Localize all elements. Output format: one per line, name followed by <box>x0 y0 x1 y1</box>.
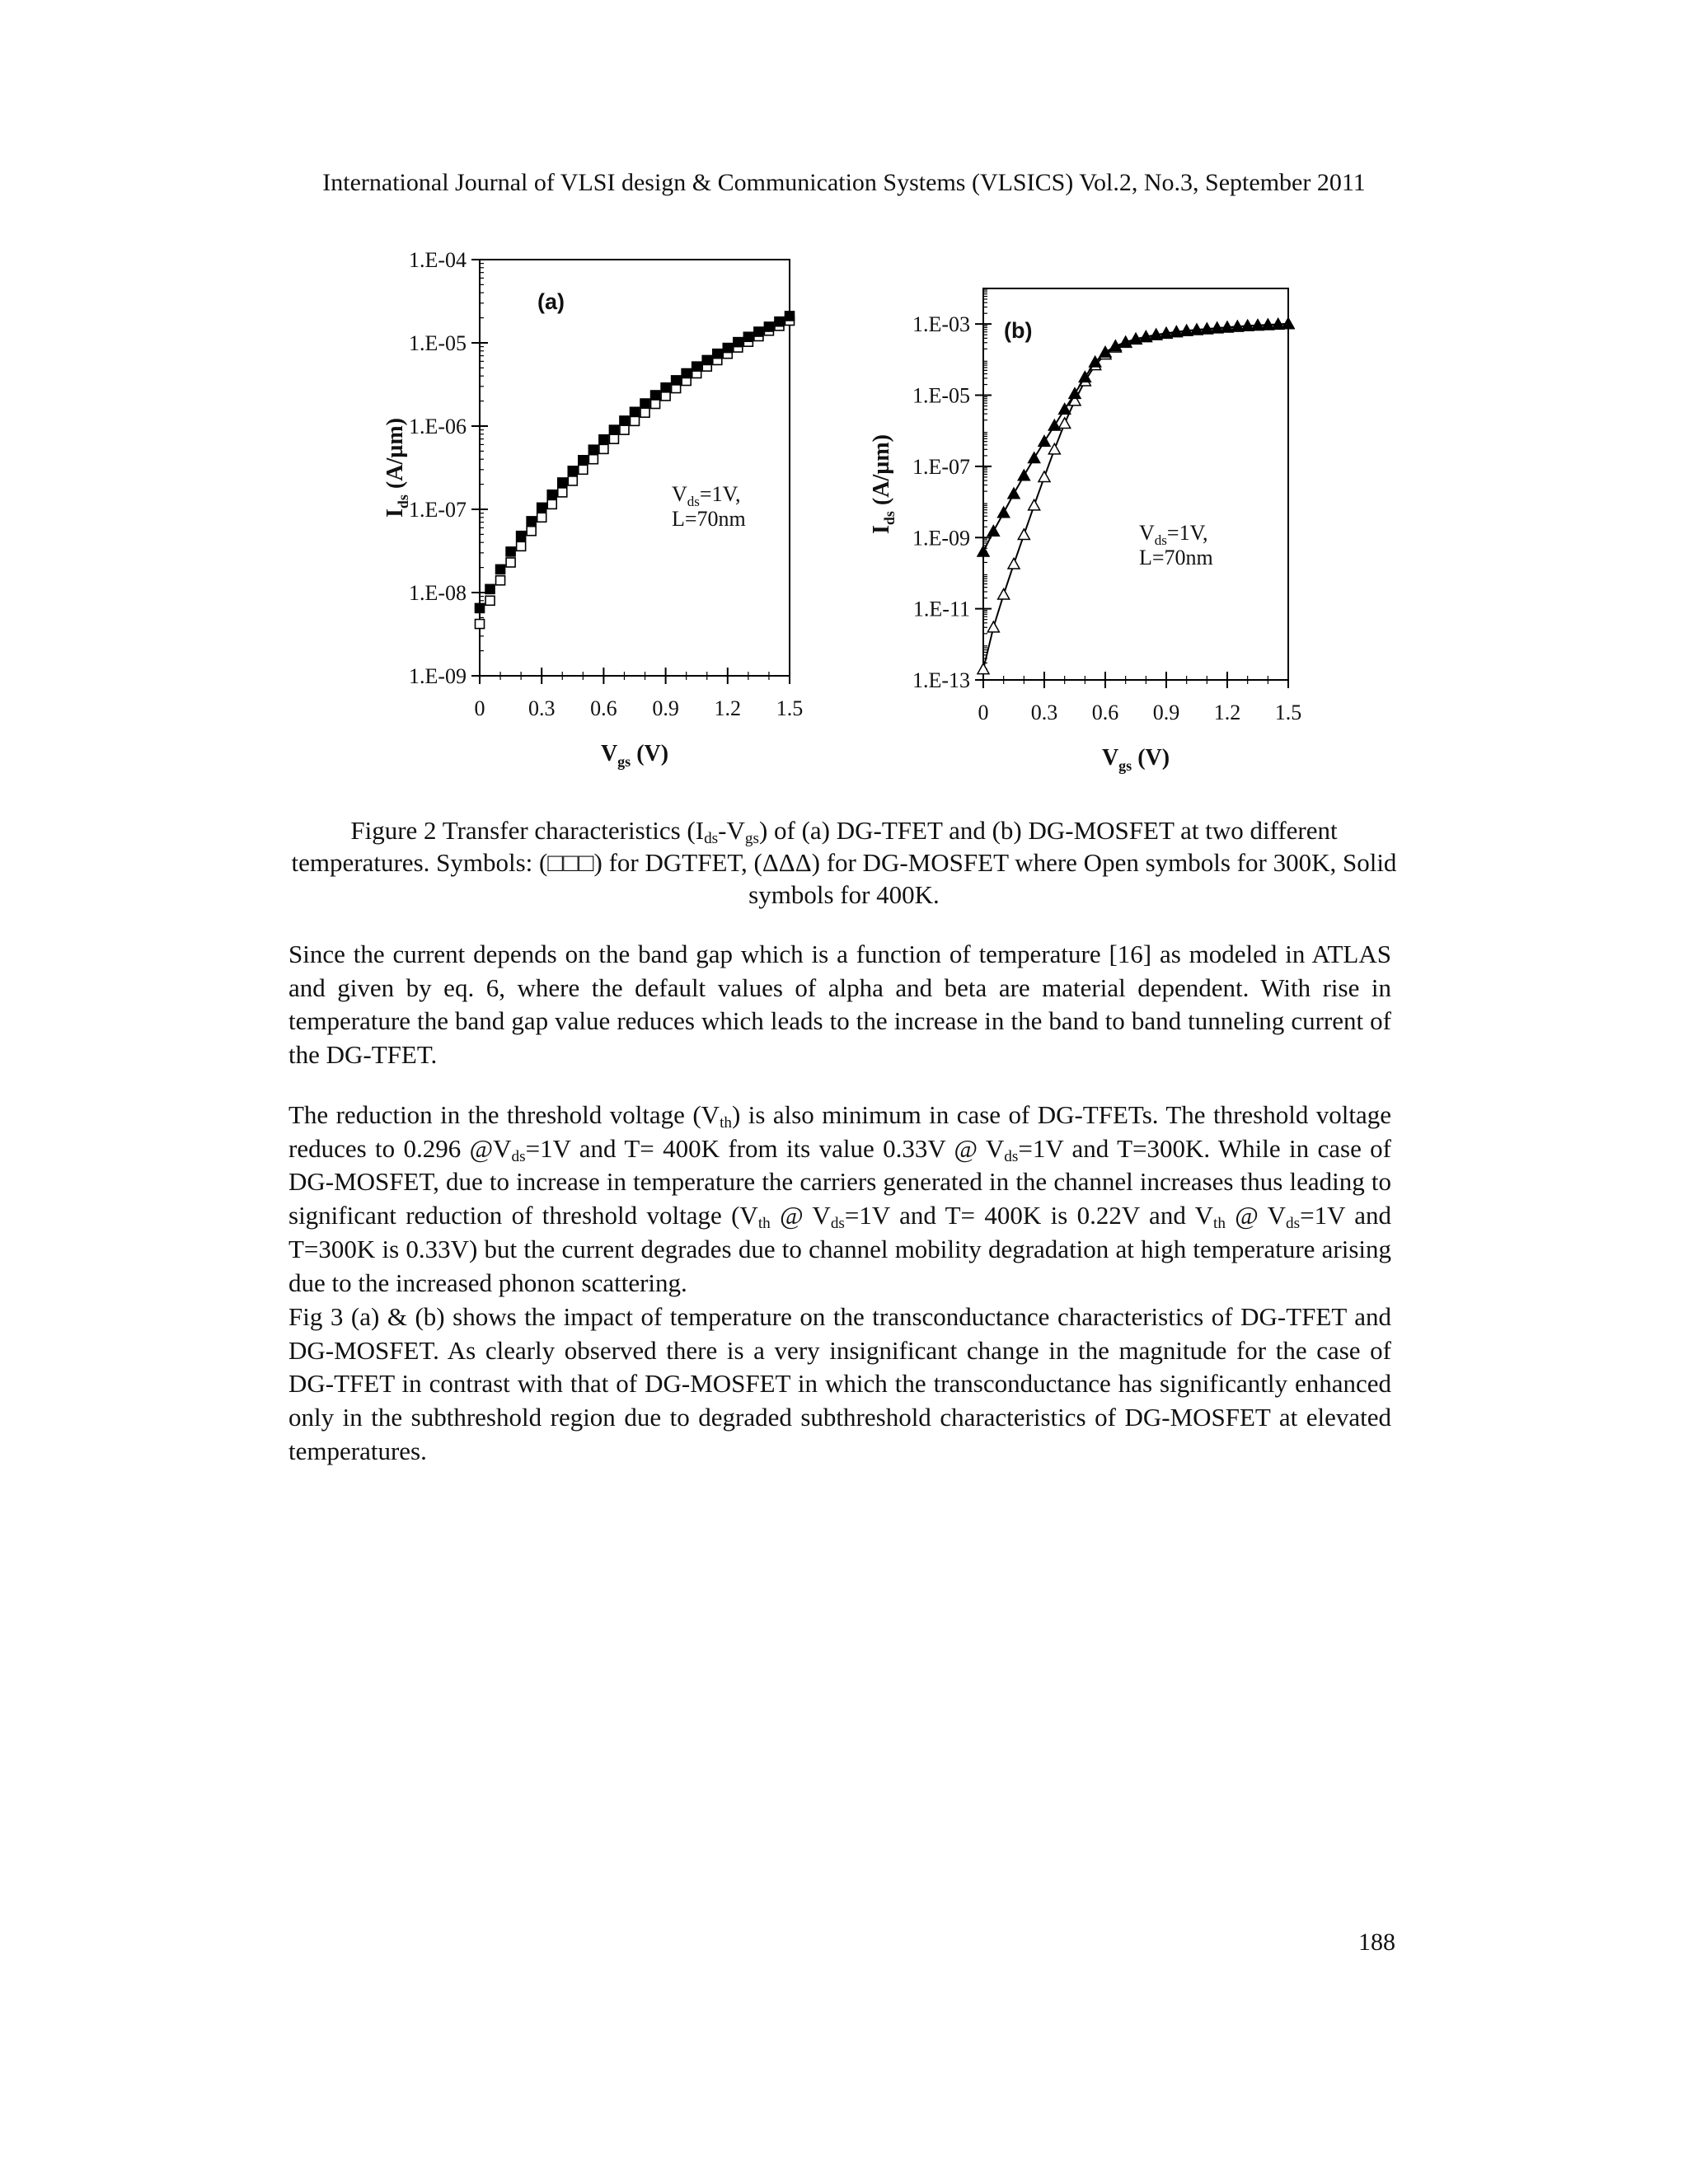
y-tick-label: 1.E-04 <box>408 248 467 272</box>
x-tick-label: 1.5 <box>776 696 804 720</box>
figure-2-charts <box>0 239 1688 816</box>
data-marker-square-open <box>517 541 526 551</box>
p2-sub-4: th <box>757 1214 771 1232</box>
data-marker-triangle-open <box>987 621 999 632</box>
y-tick-label: 1.E-08 <box>408 581 467 605</box>
data-marker-triangle-filled <box>1008 488 1020 499</box>
p2-text-2: ) is also minimum in case of DG-TFETs. The threshold voltage reduces to 0.296 @V <box>288 1100 1392 1163</box>
data-marker-triangle-open <box>1048 443 1060 454</box>
y-axis-label: $I_{ds}$ (A/µm) <box>869 434 898 535</box>
data-marker-triangle-open <box>1018 529 1029 540</box>
x-axis-label: $V_{gs}$ (V) <box>1101 745 1170 774</box>
plot-frame <box>480 260 790 676</box>
caption-text-1: Figure 2 Transfer characteristics (I <box>350 816 705 845</box>
caption-sub-1: ds <box>704 829 719 847</box>
data-marker-square-open <box>620 425 629 434</box>
data-marker-square-open <box>485 596 495 605</box>
x-tick-label: 0.3 <box>1030 701 1058 724</box>
data-marker-triangle-filled <box>978 546 989 556</box>
data-marker-square-filled <box>743 332 753 341</box>
p2-text-3: =1V and T= 400K from its value 0.33V @ V <box>525 1133 1005 1163</box>
panel-label: (b) <box>1004 318 1033 343</box>
data-marker-square-filled <box>599 435 608 444</box>
annotation-line-1: $V_{ds}=1V$, <box>672 482 741 509</box>
p2-text-8: =1V and T=300K is 0.33V) but the current degrades due to channel mobility degradation at high temperature arising due to the increased phonon scattering. <box>288 1201 1392 1297</box>
figure-caption <box>290 814 1398 911</box>
data-marker-square-open <box>631 416 640 425</box>
data-marker-square-filled <box>558 478 567 487</box>
x-tick-label: 1.5 <box>1274 701 1302 724</box>
data-marker-square-filled <box>640 399 649 408</box>
data-marker-square-filled <box>692 362 701 371</box>
y-tick-label: 1.E-07 <box>408 498 467 522</box>
data-marker-square-filled <box>609 425 618 434</box>
y-tick-label: 1.E-09 <box>912 526 970 551</box>
data-marker-square-filled <box>496 565 505 574</box>
x-tick-label: 0.6 <box>590 696 617 720</box>
series-line <box>983 324 1288 669</box>
data-marker-square-filled <box>588 445 598 454</box>
data-marker-square-open <box>506 558 515 567</box>
data-marker-square-filled <box>517 532 526 541</box>
data-marker-square-filled <box>568 466 577 476</box>
data-marker-square-filled <box>785 312 795 321</box>
data-marker-square-filled <box>661 383 670 392</box>
p2-text-4: =1V and T=300K. While in case of DG-MOSFET, due to increase in temperature the carriers generated in the channel increases thus leading to significant reduction of threshold voltage (V <box>288 1133 1392 1230</box>
data-marker-square-open <box>476 620 485 629</box>
data-marker-square-filled <box>702 355 711 364</box>
data-marker-square-filled <box>682 369 691 378</box>
y-tick-label: 1.E-06 <box>408 415 467 438</box>
data-marker-square-filled <box>506 547 515 556</box>
data-marker-triangle-open <box>1029 499 1040 510</box>
x-axis-label: $V_{gs}$ (V) <box>600 741 669 770</box>
caption-text-2: -V <box>718 816 745 845</box>
p2-text-5: @ V <box>770 1201 831 1230</box>
data-marker-square-open <box>496 576 505 585</box>
paragraph-band-gap: Since the current depends on the band gap which is a function of temperature [16] as modeled in ATLAS and given by eq. 6, where the default values of alpha and beta are material dependent. With rise in temperature the band gap value reduces which leads to the increase in the band to band tunneling current of the DG-TFET. <box>288 940 1391 1070</box>
data-marker-square-open <box>547 499 556 509</box>
plot-frame <box>983 288 1288 680</box>
data-marker-triangle-open <box>1008 558 1020 569</box>
data-marker-square-filled <box>775 317 784 326</box>
paragraph-transconductance: Fig 3 (a) & (b) shows the impact of temperature on the transconductance characteristics of DG-TFET and DG-MOSFET. As clearly observed there is a very insignificant change in the magnitude for the case of DG-TFET in contrast with that of DG-MOSFET in which the transconductance has significantly enhanced only in the subthreshold region due to degraded subthreshold characteristics of DG-MOSFET at elevated temperatures. <box>288 1302 1391 1465</box>
data-marker-square-open <box>588 455 598 464</box>
x-tick-label: 0.6 <box>1091 701 1119 724</box>
y-tick-label: 1.E-05 <box>408 331 467 355</box>
data-marker-triangle-open <box>978 663 989 674</box>
data-marker-square-filled <box>579 456 588 465</box>
data-marker-square-open <box>537 513 546 522</box>
data-marker-triangle-filled <box>1029 452 1040 463</box>
x-tick-label: 0.9 <box>652 696 679 720</box>
data-marker-square-open <box>599 444 608 453</box>
p2-text-7: @ V <box>1225 1201 1287 1230</box>
data-marker-square-filled <box>631 407 640 416</box>
data-marker-square-filled <box>713 349 722 359</box>
data-marker-square-filled <box>651 391 660 400</box>
page-number: 188 <box>1358 1929 1395 1956</box>
data-marker-triangle-filled <box>1079 372 1090 382</box>
y-tick-label: 1.E-13 <box>912 668 970 692</box>
data-marker-triangle-open <box>1039 471 1050 482</box>
y-axis-label: $I_{ds}$ (A/µm) <box>382 417 411 518</box>
data-marker-triangle-open <box>998 588 1010 599</box>
data-marker-triangle-filled <box>987 526 999 537</box>
p2-text-6: =1V and T= 400K is 0.22V and V <box>844 1201 1213 1230</box>
p2-sub-1: th <box>720 1113 733 1132</box>
data-marker-square-open <box>558 488 567 497</box>
p2-text-1: The reduction in the threshold voltage (V <box>288 1100 720 1129</box>
data-marker-square-open <box>579 465 588 474</box>
x-tick-label: 1.2 <box>714 696 742 720</box>
data-marker-triangle-filled <box>1039 436 1050 447</box>
data-marker-triangle-filled <box>1018 470 1029 480</box>
data-marker-square-filled <box>537 503 546 512</box>
data-marker-square-open <box>527 527 536 536</box>
y-tick-label: 1.E-07 <box>912 454 970 479</box>
x-tick-label: 1.2 <box>1213 701 1241 724</box>
x-tick-label: 0 <box>978 701 989 724</box>
x-tick-label: 0 <box>474 696 485 720</box>
chart-panel-b <box>869 288 1301 774</box>
data-marker-square-open <box>661 391 670 401</box>
data-marker-square-filled <box>764 322 773 331</box>
annotation-line-2: L=70nm <box>672 507 746 531</box>
chart-panel-a <box>382 248 803 770</box>
data-marker-triangle-open <box>1059 418 1071 429</box>
data-marker-square-filled <box>754 327 763 336</box>
p2-sub-2: ds <box>511 1147 526 1165</box>
annotation-line-1: $V_{ds}=1V$, <box>1139 521 1208 548</box>
panel-label: (a) <box>537 289 565 314</box>
p2-sub-6: th <box>1213 1214 1226 1232</box>
data-marker-square-filled <box>547 490 556 499</box>
y-tick-label: 1.E-09 <box>408 664 467 688</box>
data-marker-square-open <box>609 434 618 443</box>
paragraph-threshold-voltage <box>288 1099 1391 1300</box>
data-marker-square-open <box>651 400 660 409</box>
x-tick-label: 0.9 <box>1152 701 1180 724</box>
journal-header: International Journal of VLSI design & Communication Systems (VLSICS) Vol.2, No.3, September 2011 <box>322 169 1366 196</box>
data-marker-square-filled <box>485 584 495 593</box>
y-tick-label: 1.E-03 <box>912 312 970 337</box>
data-marker-square-open <box>568 476 577 485</box>
series-line <box>983 324 1288 552</box>
x-tick-label: 0.3 <box>528 696 556 720</box>
figure-2 <box>0 239 1688 816</box>
data-marker-triangle-filled <box>998 507 1010 518</box>
data-marker-square-open <box>640 408 649 417</box>
data-marker-square-filled <box>620 416 629 425</box>
y-tick-label: 1.E-05 <box>912 383 970 408</box>
p2-sub-5: ds <box>830 1214 845 1232</box>
data-marker-square-filled <box>723 344 732 353</box>
data-marker-triangle-filled <box>1048 419 1060 430</box>
p2-sub-3: ds <box>1004 1147 1019 1165</box>
caption-sub-2: gs <box>744 829 759 847</box>
caption-text-3: ) of (a) DG-TFET and (b) DG-MOSFET at two different temperatures. Symbols: (□□□) for DGTFET, (ΔΔΔ) for DG-MOSFET where Open symbols for 300K, Solid symbols for 400K. <box>291 816 1397 909</box>
annotation-line-2: L=70nm <box>1139 546 1213 569</box>
data-marker-square-filled <box>476 603 485 612</box>
data-marker-square-filled <box>672 376 681 385</box>
y-tick-label: 1.E-11 <box>912 597 970 621</box>
p2-sub-7: ds <box>1286 1214 1301 1232</box>
data-marker-square-filled <box>734 338 743 347</box>
data-marker-square-filled <box>527 517 536 526</box>
